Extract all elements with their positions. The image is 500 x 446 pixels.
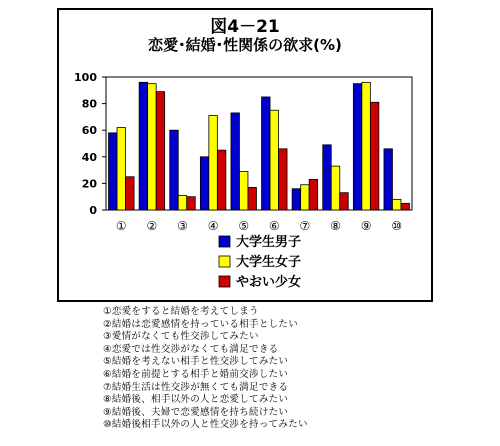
category-notes — [103, 306, 308, 432]
legend-swatch — [219, 276, 230, 287]
bar-female-7 — [301, 185, 310, 210]
bar-chart — [59, 10, 431, 300]
note-item: ②結婚は恋愛感情を持っている相手としたい — [103, 318, 299, 330]
bar-yaoi-1 — [126, 177, 135, 210]
x-tick-label: ⑤ — [238, 219, 250, 233]
note-item: ①恋愛をすると結婚を考えてしまう — [103, 306, 259, 317]
y-tick-label: 40 — [81, 150, 97, 164]
bar-female-1 — [117, 128, 126, 210]
y-tick-label: 0 — [89, 204, 97, 217]
bar-male-6 — [262, 97, 271, 210]
x-tick-label: ⑧ — [330, 219, 341, 233]
bar-male-10 — [384, 149, 393, 210]
chart-subtitle: 恋愛･結婚･性関係の欲求(%) — [148, 36, 342, 54]
note-item: ⑦結婚生活は性交渉が無くても満足できる — [103, 381, 289, 393]
note-item: ⑥結婚を前提とする相手と婚前交渉したい — [103, 368, 289, 380]
y-tick-label: 20 — [81, 177, 97, 191]
bar-yaoi-10 — [401, 203, 410, 210]
bar-male-7 — [292, 189, 301, 210]
legend-label: やおい少女 — [236, 275, 302, 290]
note-item: ③愛情がなくても性交渉してみたい — [103, 331, 259, 343]
x-tick-label: ⑥ — [268, 219, 280, 233]
note-item: ⑤結婚を考えない相手と性交渉してみたい — [103, 356, 289, 368]
y-tick-label: 100 — [74, 71, 97, 84]
bar-male-9 — [353, 84, 362, 210]
x-tick-label: ② — [146, 219, 158, 233]
x-tick-label: ③ — [177, 219, 188, 233]
bar-male-1 — [109, 133, 118, 210]
bar-yaoi-8 — [340, 193, 349, 210]
note-item: ⑩結婚後相手以外の人と性交渉を持ってみたい — [103, 419, 308, 431]
bar-male-8 — [323, 145, 332, 210]
x-tick-label: ① — [115, 219, 127, 233]
bar-yaoi-7 — [309, 179, 318, 210]
bar-yaoi-5 — [248, 187, 257, 210]
y-tick-label: 60 — [81, 124, 97, 138]
bar-yaoi-9 — [370, 102, 379, 210]
chart-title: 図4－21 — [210, 17, 280, 37]
chart-frame — [57, 8, 433, 302]
note-item: ⑨結婚後、夫婦で恋愛感情を持ち続けたい — [103, 406, 289, 418]
bar-female-8 — [331, 166, 340, 210]
bar-male-5 — [231, 113, 240, 210]
bar-female-9 — [362, 82, 371, 210]
bar-yaoi-6 — [279, 149, 288, 210]
bar-yaoi-3 — [187, 197, 196, 210]
legend-swatch — [219, 256, 230, 267]
x-tick-label: ⑩ — [391, 219, 403, 233]
bar-female-4 — [209, 116, 218, 210]
bar-yaoi-2 — [156, 92, 165, 210]
legend-label: 大学生男子 — [236, 235, 302, 250]
bar-female-2 — [148, 84, 157, 210]
x-tick-label: ⑨ — [360, 219, 372, 233]
bar-male-3 — [170, 130, 179, 210]
x-tick-label: ⑦ — [299, 219, 311, 233]
bar-female-10 — [392, 199, 401, 210]
bar-female-5 — [239, 171, 248, 210]
bar-yaoi-4 — [217, 150, 226, 210]
note-item: ⑧結婚後、相手以外の人と恋愛してみたい — [103, 394, 289, 406]
bar-female-6 — [270, 110, 279, 210]
bar-male-2 — [139, 82, 148, 210]
bar-male-4 — [200, 157, 209, 210]
legend-label: 大学生女子 — [236, 255, 302, 270]
y-tick-label: 80 — [81, 97, 97, 111]
bar-female-3 — [178, 195, 187, 210]
x-tick-label: ④ — [207, 219, 219, 233]
legend-swatch — [219, 236, 230, 247]
note-item: ④恋愛では性交渉がなくても満足できる — [103, 343, 279, 355]
